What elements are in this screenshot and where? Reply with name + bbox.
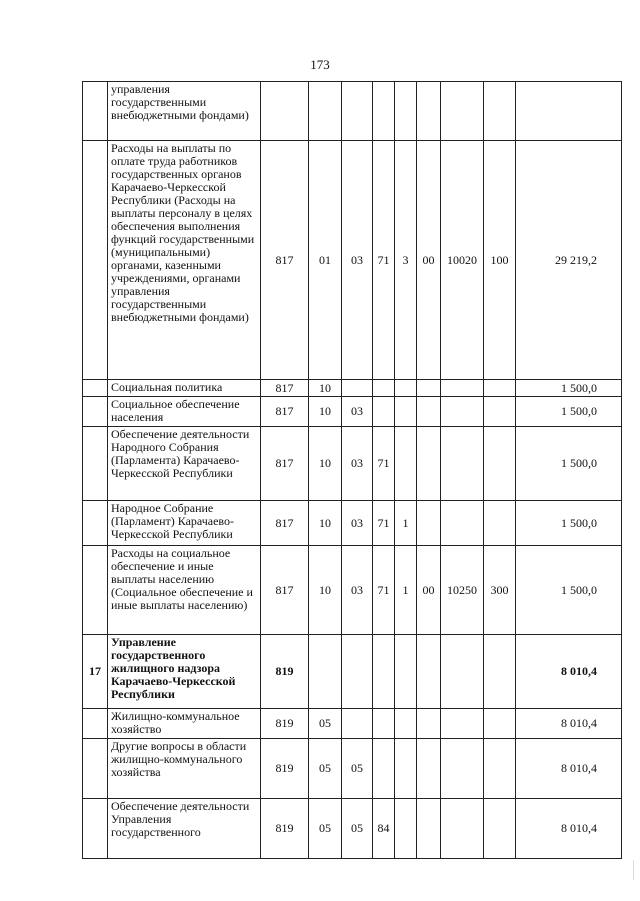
direction-code: 10020 bbox=[441, 141, 484, 380]
table-row bbox=[83, 82, 622, 141]
amount: 1 500,0 bbox=[516, 380, 622, 397]
event-code bbox=[417, 635, 441, 709]
row-name: Обеспечение деятельности Народного Собрания (Парламента) Карачаево-Черкесской Республики bbox=[108, 427, 261, 501]
expense-type-code bbox=[484, 799, 516, 859]
expense-type-code bbox=[484, 739, 516, 799]
row-name: Народное Собрание (Парламент) Карачаево-Черкесской Республики bbox=[108, 501, 261, 546]
table-row bbox=[83, 635, 622, 709]
direction-code bbox=[441, 82, 484, 141]
row-number bbox=[83, 546, 108, 635]
subsection-code: 03 bbox=[342, 546, 373, 635]
row-name: Расходы на социальное обеспечение и иные выплаты населению (Социальное обеспечение и иные выплаты населению) bbox=[108, 546, 261, 635]
direction-code bbox=[441, 427, 484, 501]
subsection-code: 03 bbox=[342, 427, 373, 501]
scan-edge-mark bbox=[633, 860, 634, 880]
expense-type-code bbox=[484, 427, 516, 501]
direction-code bbox=[441, 709, 484, 739]
direction-code bbox=[441, 501, 484, 546]
row-name: Другие вопросы в области жилищно-коммунального хозяйства bbox=[108, 739, 261, 799]
direction-code bbox=[441, 397, 484, 427]
row-number: 17 bbox=[83, 635, 108, 709]
event-code bbox=[417, 709, 441, 739]
subsection-code bbox=[342, 635, 373, 709]
grbs-code: 819 bbox=[261, 635, 309, 709]
program-code: 71 bbox=[373, 427, 395, 501]
grbs-code: 819 bbox=[261, 739, 309, 799]
section-code: 10 bbox=[309, 546, 342, 635]
amount: 8 010,4 bbox=[516, 799, 622, 859]
program-code: 71 bbox=[373, 546, 395, 635]
grbs-code: 817 bbox=[261, 397, 309, 427]
row-number bbox=[83, 739, 108, 799]
subsection-code: 05 bbox=[342, 799, 373, 859]
table-row bbox=[83, 141, 622, 380]
grbs-code: 817 bbox=[261, 427, 309, 501]
subsection-code: 03 bbox=[342, 501, 373, 546]
event-code: 00 bbox=[417, 141, 441, 380]
table-row bbox=[83, 501, 622, 546]
event-code bbox=[417, 799, 441, 859]
expense-type-code bbox=[484, 397, 516, 427]
row-number bbox=[83, 501, 108, 546]
program-code: 71 bbox=[373, 141, 395, 380]
row-name: Социальная политика bbox=[108, 380, 261, 397]
direction-code bbox=[441, 635, 484, 709]
expense-type-code: 100 bbox=[484, 141, 516, 380]
row-name: Социальное обеспечение населения bbox=[108, 397, 261, 427]
expense-type-code bbox=[484, 82, 516, 141]
amount: 1 500,0 bbox=[516, 397, 622, 427]
section-code: 05 bbox=[309, 739, 342, 799]
budget-table bbox=[82, 81, 622, 859]
program-code bbox=[373, 635, 395, 709]
section-code: 05 bbox=[309, 799, 342, 859]
grbs-code: 817 bbox=[261, 546, 309, 635]
row-name: Обеспечение деятельности Управления государственного bbox=[108, 799, 261, 859]
subprogram-code: 3 bbox=[395, 141, 417, 380]
expense-type-code bbox=[484, 635, 516, 709]
section-code bbox=[309, 82, 342, 141]
event-code bbox=[417, 501, 441, 546]
program-code bbox=[373, 739, 395, 799]
program-code bbox=[373, 380, 395, 397]
amount: 8 010,4 bbox=[516, 709, 622, 739]
amount: 1 500,0 bbox=[516, 546, 622, 635]
expense-type-code: 300 bbox=[484, 546, 516, 635]
program-code bbox=[373, 709, 395, 739]
row-number bbox=[83, 380, 108, 397]
event-code: 00 bbox=[417, 546, 441, 635]
row-name: управления государственными внебюджетными фондами) bbox=[108, 82, 261, 141]
section-code: 10 bbox=[309, 427, 342, 501]
event-code bbox=[417, 82, 441, 141]
expense-type-code bbox=[484, 709, 516, 739]
program-code: 84 bbox=[373, 799, 395, 859]
grbs-code bbox=[261, 82, 309, 141]
section-code: 05 bbox=[309, 709, 342, 739]
program-code bbox=[373, 82, 395, 141]
row-number bbox=[83, 799, 108, 859]
subsection-code: 05 bbox=[342, 739, 373, 799]
subprogram-code bbox=[395, 799, 417, 859]
row-name: Жилищно-коммунальное хозяйство bbox=[108, 709, 261, 739]
event-code bbox=[417, 380, 441, 397]
subprogram-code bbox=[395, 82, 417, 141]
page-number: 173 bbox=[310, 57, 330, 72]
table-row bbox=[83, 546, 622, 635]
subsection-code bbox=[342, 82, 373, 141]
table-row bbox=[83, 799, 622, 859]
amount: 29 219,2 bbox=[516, 141, 622, 380]
grbs-code: 817 bbox=[261, 501, 309, 546]
expense-type-code bbox=[484, 501, 516, 546]
event-code bbox=[417, 739, 441, 799]
event-code bbox=[417, 427, 441, 501]
direction-code bbox=[441, 739, 484, 799]
subprogram-code bbox=[395, 739, 417, 799]
direction-code bbox=[441, 380, 484, 397]
section-code: 10 bbox=[309, 380, 342, 397]
direction-code bbox=[441, 799, 484, 859]
subprogram-code bbox=[395, 397, 417, 427]
subsection-code: 03 bbox=[342, 141, 373, 380]
subsection-code bbox=[342, 709, 373, 739]
section-code: 10 bbox=[309, 501, 342, 546]
grbs-code: 819 bbox=[261, 799, 309, 859]
subprogram-code bbox=[395, 380, 417, 397]
section-code bbox=[309, 635, 342, 709]
amount: 8 010,4 bbox=[516, 635, 622, 709]
row-name: Управление государственного жилищного надзора Карачаево-Черкесской Республики bbox=[108, 635, 261, 709]
grbs-code: 819 bbox=[261, 709, 309, 739]
subprogram-code: 1 bbox=[395, 501, 417, 546]
table-row bbox=[83, 709, 622, 739]
program-code: 71 bbox=[373, 501, 395, 546]
subsection-code: 03 bbox=[342, 397, 373, 427]
grbs-code: 817 bbox=[261, 380, 309, 397]
subprogram-code bbox=[395, 635, 417, 709]
amount: 1 500,0 bbox=[516, 427, 622, 501]
row-number bbox=[83, 709, 108, 739]
table-row bbox=[83, 427, 622, 501]
amount: 1 500,0 bbox=[516, 501, 622, 546]
section-code: 01 bbox=[309, 141, 342, 380]
subprogram-code bbox=[395, 427, 417, 501]
row-number bbox=[83, 82, 108, 141]
row-number bbox=[83, 141, 108, 380]
section-code: 10 bbox=[309, 397, 342, 427]
table-row bbox=[83, 739, 622, 799]
event-code bbox=[417, 397, 441, 427]
subprogram-code bbox=[395, 709, 417, 739]
expense-type-code bbox=[484, 380, 516, 397]
grbs-code: 817 bbox=[261, 141, 309, 380]
subprogram-code: 1 bbox=[395, 546, 417, 635]
table-row bbox=[83, 397, 622, 427]
row-number bbox=[83, 427, 108, 501]
program-code bbox=[373, 397, 395, 427]
row-number bbox=[83, 397, 108, 427]
subsection-code bbox=[342, 380, 373, 397]
direction-code: 10250 bbox=[441, 546, 484, 635]
table-row bbox=[83, 380, 622, 397]
row-name: Расходы на выплаты по оплате труда работников государственных органов Карачаево-Черкесской Республики (Расходы на выплаты персоналу в целях обеспечения выполнения функций государственными (муниципальными) органами, казенными учреждениями, органами управления государственными внебюджетными фондами) bbox=[108, 141, 261, 380]
amount bbox=[516, 82, 622, 141]
amount: 8 010,4 bbox=[516, 739, 622, 799]
